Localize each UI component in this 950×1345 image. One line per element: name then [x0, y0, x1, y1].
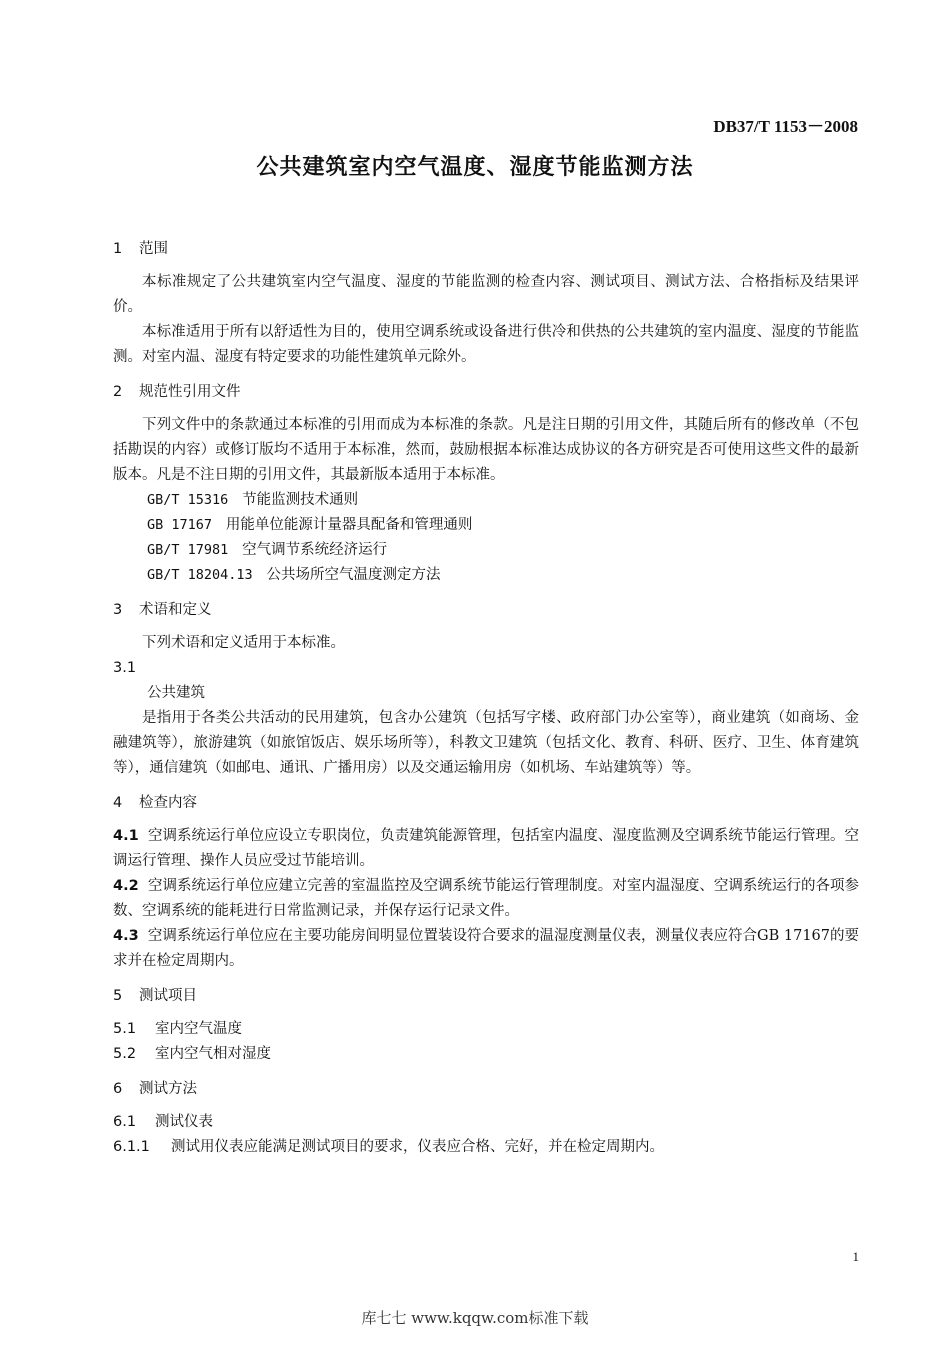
reference-item: GB 17167 用能单位能源计量器具配备和管理通则 — [147, 517, 473, 533]
paragraph: 本标准适用于所有以舒适性为目的，使用空调系统或设备进行供冷和供热的公共建筑的室内温度、湿度的节能监测。对室内温、湿度有特定要求的功能性建筑单元除外。 — [113, 324, 859, 365]
page-number: 1 — [852, 1249, 859, 1264]
clause-number: 4.2 — [113, 878, 139, 894]
page-title: 公共建筑室内空气温度、湿度节能监测方法 — [256, 155, 694, 180]
subsection-heading — [113, 1017, 859, 1042]
clause-number: 4.3 — [113, 928, 139, 944]
reference-item: GB/T 17981 空气调节系统经济运行 — [147, 542, 388, 558]
section-number: 6 — [113, 1081, 123, 1097]
paragraph: 下列文件中的条款通过本标准的引用而成为本标准的条款。凡是注日期的引用文件，其随后所有的修改单（不包括勘误的内容）或修订版均不适用于本标准，然而，鼓励根据本标准达成协议的各方研究是否可使用这些文件的最新版本。凡是不注日期的引用文件，其最新版本适用于本标准。 — [113, 417, 859, 483]
clause-item — [113, 824, 859, 874]
section-3-heading — [113, 598, 859, 623]
section-number: 2 — [113, 384, 123, 400]
section-number: 4 — [113, 795, 123, 811]
subsection-heading — [113, 1042, 859, 1067]
clause-text: 测试用仪表应能满足测试项目的要求，仪表应合格、完好，并在检定周期内。 — [171, 1139, 664, 1155]
section-title: 检查内容 — [139, 795, 197, 811]
section-title: 测试方法 — [139, 1081, 197, 1097]
footer-watermark: 库七七 www.kqqw.com标准下载 — [361, 1309, 589, 1327]
paragraph: 下列术语和定义适用于本标准。 — [142, 635, 345, 651]
clause-item — [113, 1135, 859, 1160]
section-number: 5 — [113, 988, 123, 1004]
section-title: 术语和定义 — [139, 602, 212, 618]
section-title: 测试项目 — [139, 988, 197, 1004]
section-1-heading — [113, 237, 859, 262]
clause-number: 6.1.1 — [113, 1139, 150, 1155]
subsection-title: 室内空气相对湿度 — [155, 1046, 271, 1062]
section-6-heading — [113, 1077, 859, 1102]
term-definition: 是指用于各类公共活动的民用建筑，包含办公建筑（包括写字楼、政府部门办公室等），商业建筑（如商场、金融建筑等），旅游建筑（如旅馆饭店、娱乐场所等），科教文卫建筑（包括文化、教育、科研、医疗、卫生、体育建筑等），通信建筑（如邮电、通讯、广播用房）以及交通运输用房（如机场、车站建筑等）等。 — [113, 710, 859, 776]
clause-text: 空调系统运行单位应建立完善的室温监控及空调系统节能运行管理制度。对室内温湿度、空调系统运行的各项参数、空调系统的能耗进行日常监测记录，并保存运行记录文件。 — [113, 878, 860, 919]
subsection-title: 测试仪表 — [155, 1114, 213, 1130]
paragraph: 本标准规定了公共建筑室内空气温度、湿度的节能监测的检查内容、测试项目、测试方法、合格指标及结果评价。 — [113, 274, 859, 315]
document-body — [113, 237, 859, 1160]
subsection-number: 3.1 — [113, 660, 137, 676]
section-5-heading — [113, 984, 859, 1009]
section-2-heading — [113, 380, 859, 405]
clause-item — [113, 924, 859, 974]
standard-code: DB37/T 1153－2008 — [713, 117, 858, 136]
section-number: 1 — [113, 241, 123, 257]
section-title: 范围 — [139, 241, 168, 257]
subsection-title: 室内空气温度 — [155, 1021, 242, 1037]
clause-number: 4.1 — [113, 828, 139, 844]
reference-item: GB/T 15316 节能监测技术通则 — [147, 492, 359, 508]
section-number: 3 — [113, 602, 123, 618]
subsection-heading — [113, 1110, 859, 1135]
section-4-heading — [113, 791, 859, 816]
term-name: 公共建筑 — [147, 685, 205, 701]
reference-item: GB/T 18204.13 公共场所空气温度测定方法 — [147, 567, 441, 583]
subsection-number: 5.1 — [113, 1021, 137, 1037]
subsection-number: 6.1 — [113, 1114, 137, 1130]
section-title: 规范性引用文件 — [139, 384, 241, 400]
clause-item — [113, 874, 859, 924]
clause-text: 空调系统运行单位应设立专职岗位，负责建筑能源管理，包括室内温度、湿度监测及空调系统节能运行管理。空调运行管理、操作人员应受过节能培训。 — [113, 828, 860, 869]
subsection-number: 5.2 — [113, 1046, 137, 1062]
clause-text: 空调系统运行单位应在主要功能房间明显位置装设符合要求的温湿度测量仪表，测量仪表应符合GB 17167的要求并在检定周期内。 — [113, 928, 859, 969]
